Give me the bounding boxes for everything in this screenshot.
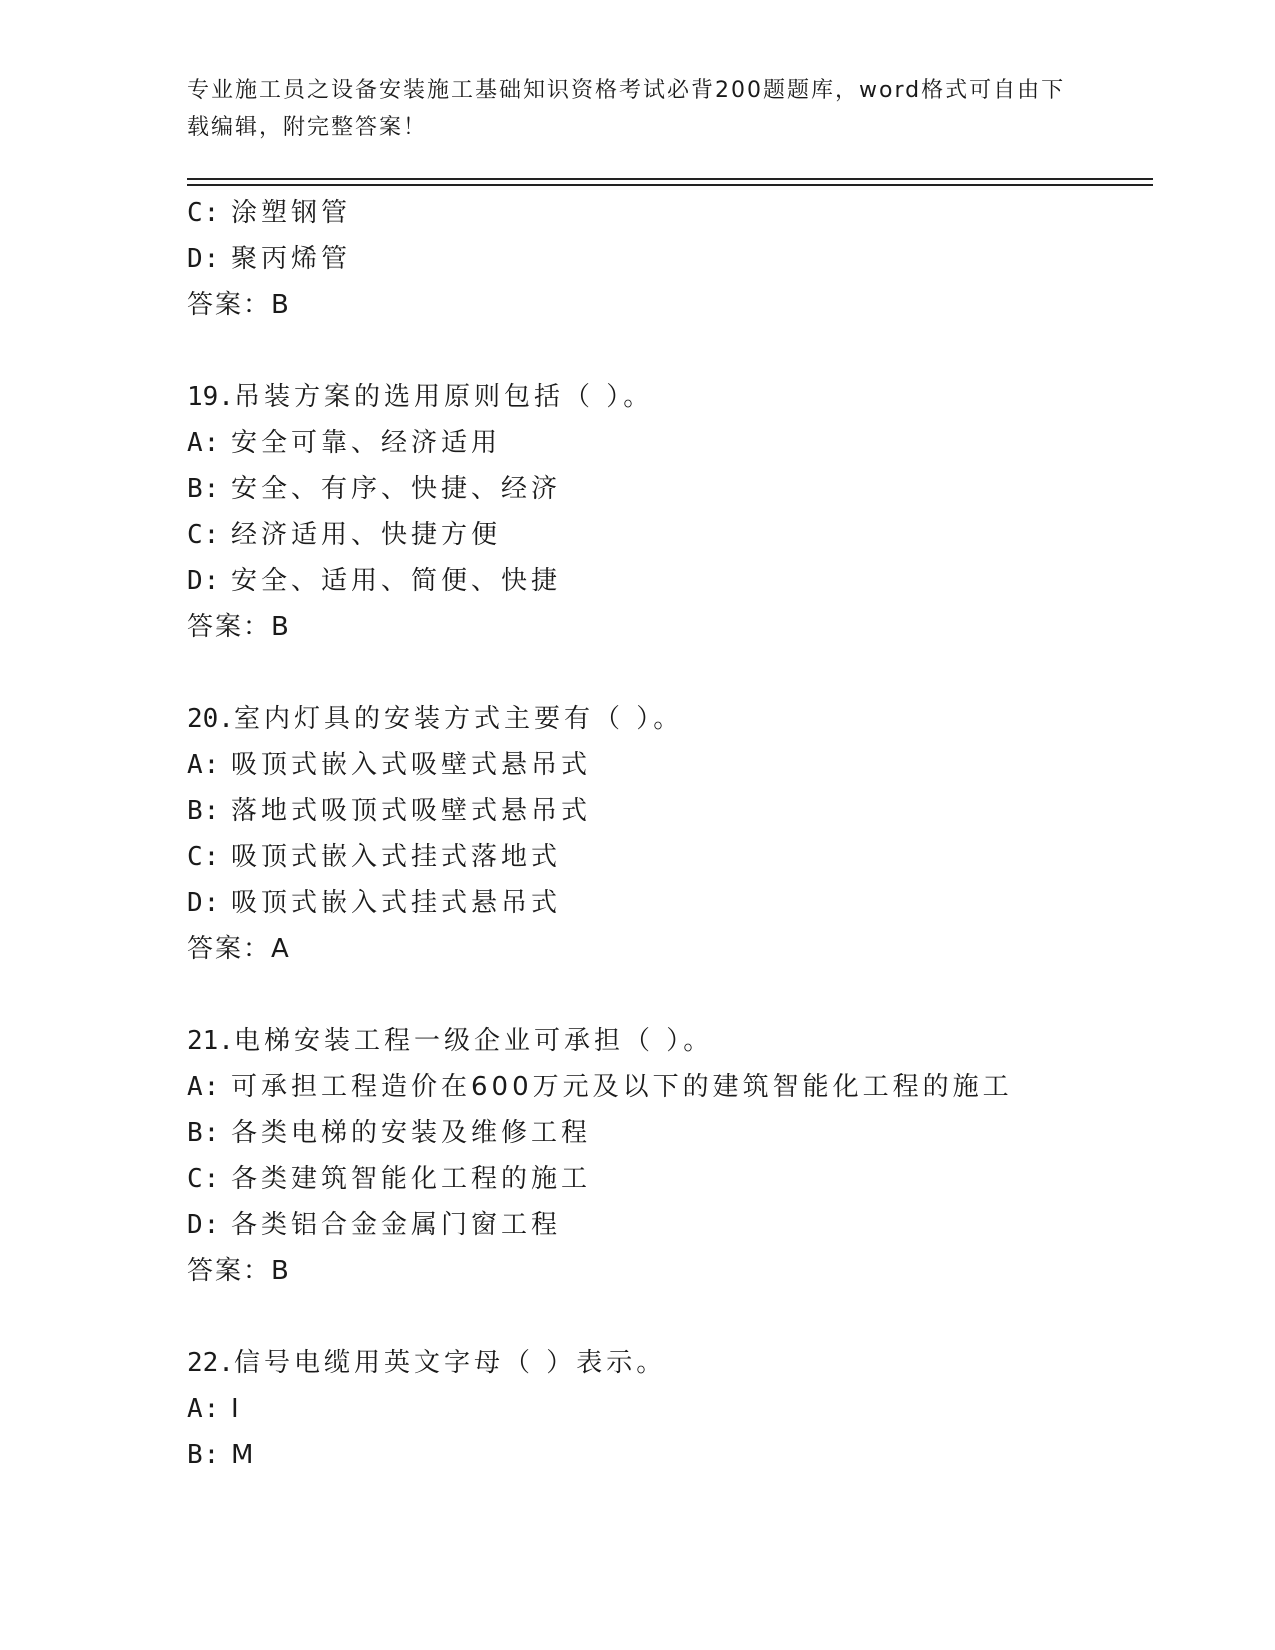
- header-rule-top: [187, 178, 1153, 180]
- question-number: 21.: [187, 1026, 234, 1056]
- option-a: [187, 1064, 1153, 1110]
- answer-line: 答案：B: [187, 1256, 291, 1286]
- question-21: [187, 1018, 1153, 1294]
- option-text: 聚丙烯管: [231, 244, 352, 274]
- option-c: [187, 834, 1153, 880]
- question-19: [187, 374, 1153, 650]
- option-letter: A:: [187, 1072, 221, 1102]
- spacer: [187, 1294, 1153, 1340]
- document-body: [187, 190, 1153, 1478]
- option-text: I: [231, 1394, 243, 1424]
- question-text: 吊装方案的选用原则包括（ ）。: [233, 382, 654, 412]
- partial-question: [187, 190, 1153, 328]
- option-text: 落地式吸顶式吸壁式悬吊式: [231, 796, 592, 826]
- answer-line: 答案：A: [187, 934, 291, 964]
- option-letter: C:: [187, 842, 221, 872]
- question-stem: [187, 1018, 1153, 1064]
- option-letter: D:: [187, 1210, 221, 1240]
- option-letter: C:: [187, 1164, 221, 1194]
- spacer: [187, 650, 1153, 696]
- option-d: [187, 236, 1153, 282]
- question-stem: [187, 696, 1153, 742]
- question-stem: [187, 374, 1153, 420]
- option-letter: A:: [187, 428, 221, 458]
- option-b: [187, 466, 1153, 512]
- question-text: 电梯安装工程一级企业可承担（ ）。: [233, 1026, 714, 1056]
- option-letter: B:: [187, 1440, 221, 1470]
- document-header: 专业施工员之设备安装施工基础知识资格考试必背200题题库，word格式可自由下载编辑，附完整答案！: [187, 78, 1066, 140]
- option-letter: C:: [187, 520, 221, 550]
- option-letter: D:: [187, 566, 221, 596]
- option-c: [187, 190, 1153, 236]
- option-text: 涂塑钢管: [231, 198, 352, 228]
- option-c: [187, 1156, 1153, 1202]
- option-letter: D:: [187, 888, 221, 918]
- header-rule-bottom: [187, 184, 1153, 186]
- option-letter: C:: [187, 198, 221, 228]
- option-letter: A:: [187, 750, 221, 780]
- option-text: 吸顶式嵌入式吸壁式悬吊式: [231, 750, 592, 780]
- question-number: 20.: [187, 704, 234, 734]
- option-b: [187, 1432, 1153, 1478]
- question-stem: [187, 1340, 1153, 1386]
- option-b: [187, 1110, 1153, 1156]
- option-text: 吸顶式嵌入式挂式悬吊式: [231, 888, 562, 918]
- option-text: M: [231, 1440, 258, 1470]
- option-a: [187, 742, 1153, 788]
- option-b: [187, 788, 1153, 834]
- option-text: 安全、有序、快捷、经济: [231, 474, 562, 504]
- question-20: [187, 696, 1153, 972]
- spacer: [187, 972, 1153, 1018]
- option-d: [187, 880, 1153, 926]
- option-d: [187, 1202, 1153, 1248]
- option-letter: B:: [187, 474, 221, 504]
- option-letter: B:: [187, 1118, 221, 1148]
- option-text: 安全可靠、经济适用: [231, 428, 502, 458]
- option-text: 经济适用、快捷方便: [231, 520, 502, 550]
- option-text: 安全、适用、简便、快捷: [231, 566, 562, 596]
- option-letter: D:: [187, 244, 221, 274]
- question-text: 信号电缆用英文字母（ ）表示。: [233, 1348, 667, 1378]
- option-text: 各类铝合金金属门窗工程: [231, 1210, 562, 1240]
- option-text: 各类建筑智能化工程的施工: [231, 1164, 592, 1194]
- option-text: 各类电梯的安装及维修工程: [231, 1118, 592, 1148]
- option-text: 吸顶式嵌入式挂式落地式: [231, 842, 562, 872]
- option-d: [187, 558, 1153, 604]
- option-letter: B:: [187, 796, 221, 826]
- option-letter: A:: [187, 1394, 221, 1424]
- option-a: [187, 420, 1153, 466]
- spacer: [187, 328, 1153, 374]
- answer-line: 答案：B: [187, 612, 291, 642]
- question-text: 室内灯具的安装方式主要有（ ）。: [233, 704, 684, 734]
- option-text: 可承担工程造价在600万元及以下的建筑智能化工程的施工: [231, 1072, 1013, 1102]
- question-22: [187, 1340, 1153, 1478]
- answer-line: 答案：B: [187, 290, 291, 320]
- question-number: 19.: [187, 382, 234, 412]
- option-a: [187, 1386, 1153, 1432]
- option-c: [187, 512, 1153, 558]
- question-number: 22.: [187, 1348, 234, 1378]
